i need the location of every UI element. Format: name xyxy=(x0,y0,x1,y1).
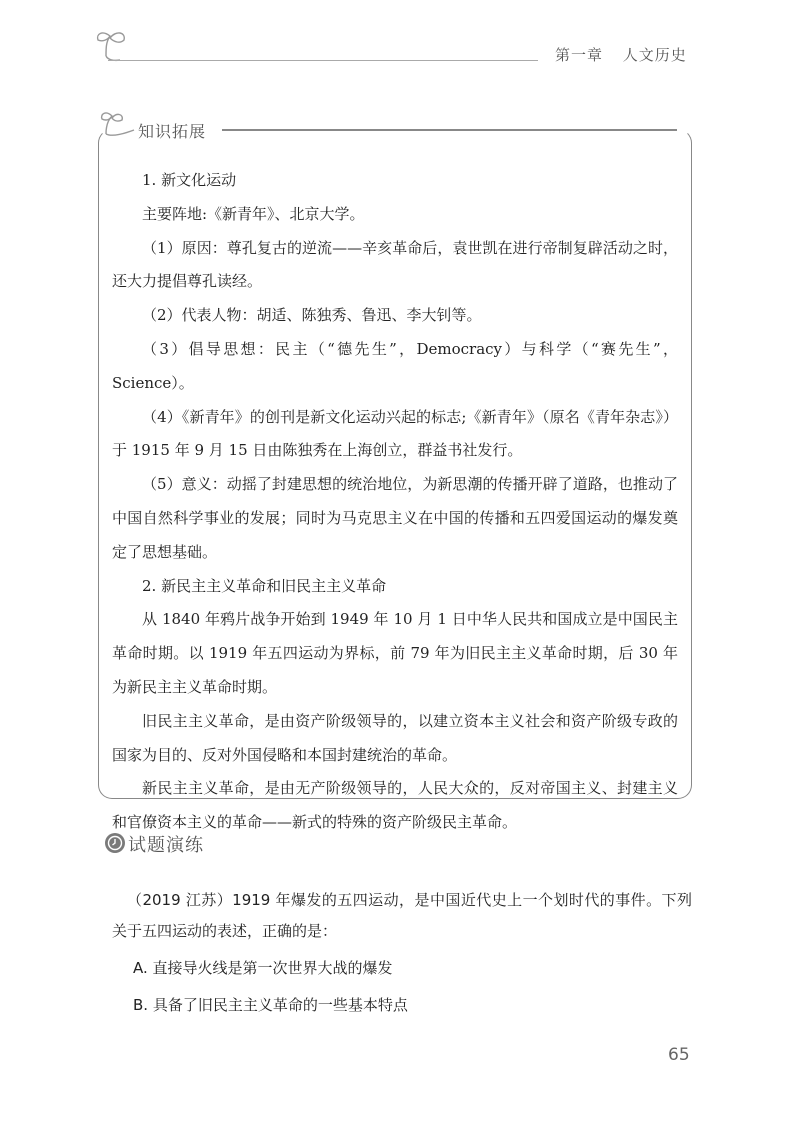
chapter-label: 第一章 xyxy=(555,46,604,64)
paragraph: 2. 新民主主义革命和旧民主主义革命 xyxy=(142,576,387,595)
knowledge-box-title: 知识拓展 xyxy=(138,122,207,141)
paragraph: 旧民主主义革命，是由资产阶级领导的，以建立资本主义社会和资产阶级专政的国家为目的、反对外国侵略和本国封建统治的革命。 xyxy=(112,711,678,764)
paragraph: 新民主主义革命，是由无产阶级领导的，人民大众的，反对帝国主义、封建主义和官僚资本主义的革命——新式的特殊的资产阶级民主革命。 xyxy=(112,779,678,832)
chapter-title: 人文历史 xyxy=(622,46,687,64)
option-b: B. 具备了旧民主主义革命的一些基本特点 xyxy=(133,996,408,1014)
paragraph: 1. 新文化运动 xyxy=(142,171,237,189)
sprout-icon xyxy=(92,26,132,62)
knowledge-box-body xyxy=(112,164,678,840)
running-header xyxy=(555,44,701,65)
paragraph: （5）意义：动摇了封建思想的统治地位，为新思潮的传播开辟了道路，也推动了中国自然科学事业的发展；同时为马克思主义在中国的传播和五四爱国运动的爆发奠定了思想基础。 xyxy=(112,475,678,561)
question-stem: （2019 江苏）1919 年爆发的五四运动，是中国近代史上一个划时代的事件。下列关于五四运动的表述，正确的是： xyxy=(112,891,692,940)
paragraph: （1）原因：尊孔复古的逆流——辛亥革命后，袁世凯在进行帝制复辟活动之时，还大力提倡尊孔读经。 xyxy=(112,238,678,291)
paragraph: 从 1840 年鸦片战争开始到 1949 年 10 月 1 日中华人民共和国成立是中国民主革命时期。以 1919 年五四运动为界标，前 79 年为旧民主主义革命时期，后 30 年为新民主主义革命时期。 xyxy=(112,610,678,696)
paragraph: （4）《新青年》的创刊是新文化运动兴起的标志;《新青年》（原名《青年杂志》）于 1915 年 9 月 15 日由陈独秀在上海创立，群益书社发行。 xyxy=(112,407,678,460)
paragraph: （2）代表人物：胡适、陈独秀、鲁迅、李大钊等。 xyxy=(142,306,482,325)
practice-section-title: 试题演练 xyxy=(128,835,204,856)
clock-icon xyxy=(104,832,126,854)
option-a: A. 直接导火线是第一次世界大战的爆发 xyxy=(133,959,393,977)
page-number: 65 xyxy=(668,1045,690,1065)
paragraph: （3）倡导思想：民主（“德先生”，Democracy）与科学（“赛先生”，Science）。 xyxy=(112,339,678,392)
header-divider xyxy=(108,60,538,61)
paragraph: 主要阵地:《新青年》、北京大学。 xyxy=(142,204,365,223)
question-block xyxy=(112,885,692,1021)
